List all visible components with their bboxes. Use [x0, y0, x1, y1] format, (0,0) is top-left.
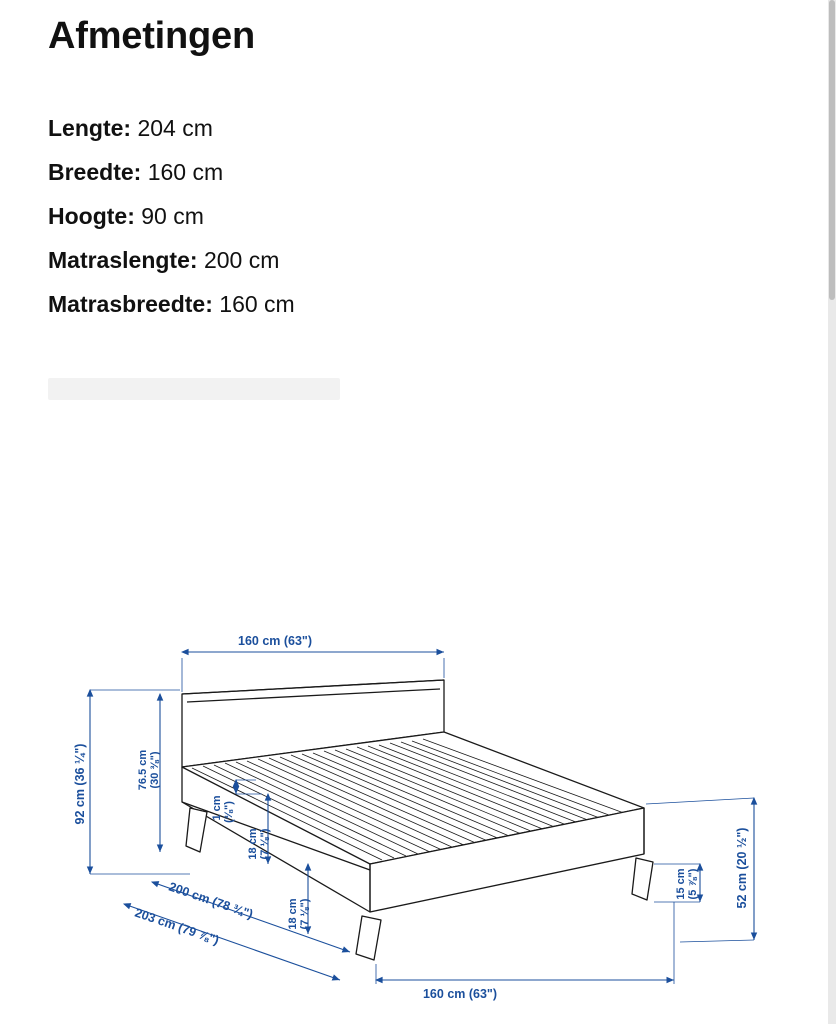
- dim-leg-height-inch: (5 ⅞"): [687, 868, 699, 900]
- specifications-list: [48, 106, 788, 326]
- scrollbar-track[interactable]: [828, 0, 836, 1024]
- dim-slat-thickness-inch: (⅜"): [223, 801, 235, 823]
- spec-value-matrasbreedte: 160 cm: [219, 291, 295, 317]
- obscured-text-block: [48, 378, 340, 400]
- spec-label-matrasbreedte: Matrasbreedte:: [48, 291, 213, 317]
- page-title: Afmetingen: [48, 15, 256, 57]
- dim-frame-upper: 18 cm: [247, 828, 259, 860]
- spec-value-hoogte: 90 cm: [141, 203, 204, 229]
- scrollbar-thumb[interactable]: [829, 0, 835, 300]
- dim-headboard-height-inch: (30 ⅜"): [149, 751, 161, 789]
- dim-frame-lower-inch: (7 ⅛"): [299, 898, 311, 930]
- document-content: [0, 0, 836, 400]
- spec-row-hoogte: [48, 194, 788, 238]
- dim-total-height: 92 cm (36 ¼"): [73, 743, 87, 825]
- spec-value-lengte: 204 cm: [137, 115, 213, 141]
- spec-row-breedte: [48, 150, 788, 194]
- spec-label-hoogte: Hoogte:: [48, 203, 135, 229]
- dim-total-length: 203 cm (79 ⅞"): [133, 905, 221, 948]
- spec-row-matraslengte: [48, 238, 788, 282]
- spec-value-matraslengte: 200 cm: [203, 247, 280, 273]
- spec-label-lengte: Lengte:: [48, 115, 132, 141]
- spec-label-breedte: Breedte:: [48, 159, 142, 185]
- dim-top-width: 160 cm (63"): [238, 634, 313, 648]
- dim-frame-upper-inch: (7 ⅛"): [259, 828, 271, 860]
- dim-side-height: 52 cm (20 ½"): [735, 827, 749, 909]
- spec-value-breedte: 160 cm: [147, 159, 224, 185]
- spec-label-matraslengte: Matraslengte:: [48, 247, 198, 273]
- dim-headboard-height: 76.5 cm: [137, 749, 149, 791]
- bed-dimension-drawing: [40, 612, 796, 1012]
- spec-row-matrasbreedte: [48, 282, 788, 326]
- spec-row-lengte: [48, 106, 788, 150]
- dim-frame-lower: 18 cm: [287, 898, 299, 930]
- dim-bottom-width: 160 cm (63"): [422, 987, 498, 1001]
- dim-slat-thickness: 1 cm: [211, 795, 223, 821]
- dim-leg-height: 15 cm: [675, 868, 687, 900]
- dim-mattress-length: 200 cm (78 ¾"): [167, 879, 255, 922]
